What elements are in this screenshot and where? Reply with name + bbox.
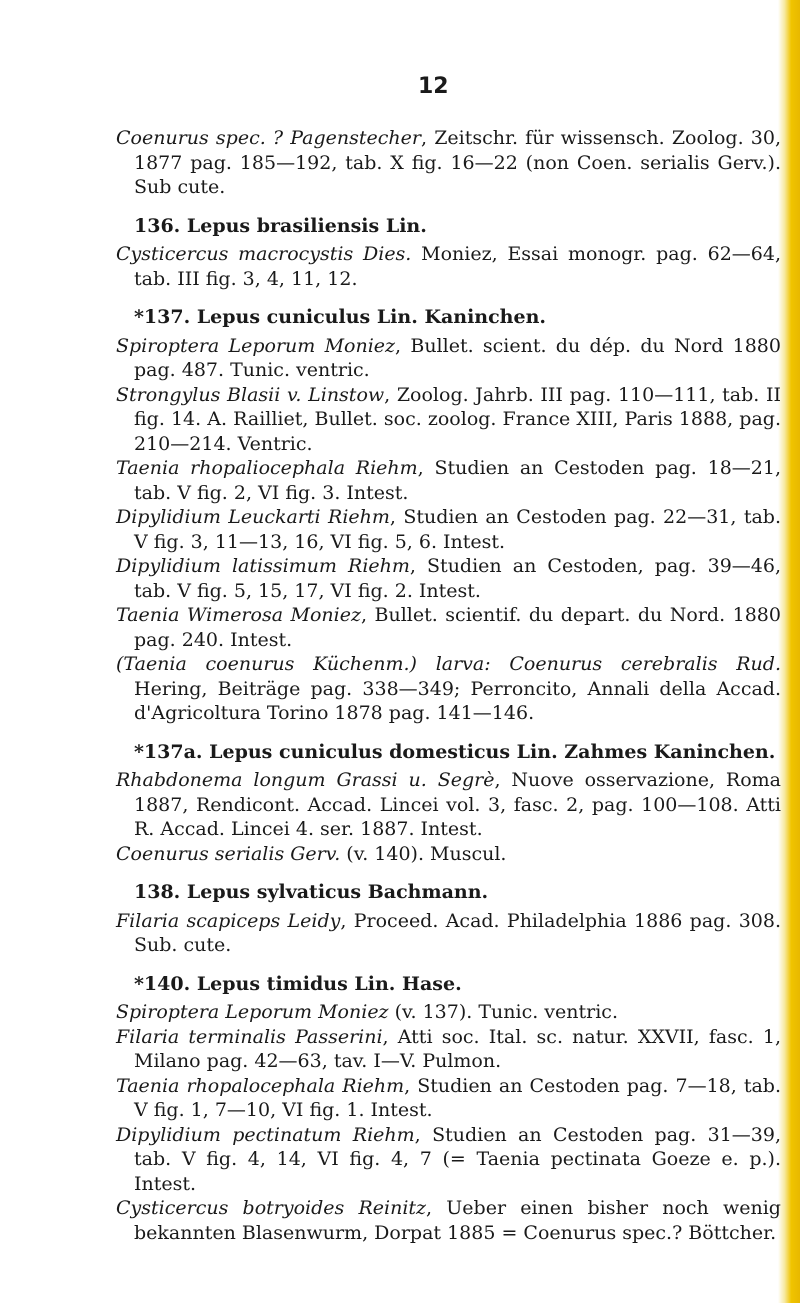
taxon-name: Coenurus serialis Gerv. (116, 842, 341, 865)
host-heading: 136. Lepus brasiliensis Lin. (134, 214, 427, 237)
parasite-entry (116, 456, 781, 505)
citation-text: (v. 140). Muscul. (340, 842, 507, 865)
host-heading: *137. Lepus cuniculus Lin. Kaninchen. (134, 306, 547, 328)
citation-text: Hering, Beiträge pag. 338—349; Perroncito, Annali della Accad. d'Agricoltura Torino 1878 pag. 141—146. (134, 677, 781, 724)
parasite-entry (116, 1123, 781, 1197)
taxon-name: Taenia Wimerosa Moniez (116, 604, 361, 626)
taxon-name: Cysticercus macrocystis Dies. (116, 243, 412, 265)
citation-text: , Zeitschr. für wissensch. Zoolog. 30, 1877 pag. 185—192, tab. X fig. 16—22 (non Coen. serialis Gerv.). Sub cute. (134, 127, 781, 198)
parasite-entry (116, 242, 781, 291)
citation-text: Moniez, Essai monogr. pag. 62—64, tab. III fig. 3, 4, 11, 12. (134, 243, 781, 290)
taxon-name: Filaria terminalis Passerini (116, 1025, 383, 1048)
host-heading: 138. Lepus sylvaticus Bachmann. (134, 881, 489, 903)
citation-text: , Zoolog. Jahrb. III pag. 110—111, tab. II fig. 14. A. Railliet, Bullet. soc. zoolog. France XIII, Paris 1888, pag. 210—214. Ventric. (134, 383, 781, 455)
citation-text: , Proceed. Acad. Philadelphia 1886 pag. 308. Sub. cute. (134, 909, 782, 956)
taxon-name: (Taenia coenurus Küchenm.) larva: Coenurus cerebralis Rud. (116, 653, 781, 675)
parasite-entry (116, 1000, 781, 1025)
parasite-entry (116, 842, 781, 867)
citation-text: , Studien an Cestoden, pag. 39—46, tab. V fig. 5, 15, 17, VI fig. 2. Intest. (134, 555, 781, 602)
parasite-entry (116, 1074, 781, 1123)
parasite-entry (116, 603, 781, 652)
taxon-name: Spiroptera Leporum Moniez (116, 1001, 389, 1023)
taxon-name: Taenia rhopaliocephala Riehm (116, 457, 418, 479)
taxon-name: Dipylidium Leuckarti Riehm (116, 506, 390, 528)
citation-text: , Bullet. scient. du dép. du Nord 1880 pag. 487. Tunic. ventric. (134, 334, 781, 381)
page-edge (778, 0, 800, 1303)
page-number: 12 (418, 74, 449, 99)
citation-text: , Studien an Cestoden pag. 22—31, tab. V fig. 3, 11—13, 16, VI fig. 5, 6. Intest. (134, 506, 782, 553)
citation-text: , Bullet. scientif. du depart. du Nord. 1880 pag. 240. Intest. (134, 604, 781, 651)
parasite-entry (116, 1025, 781, 1074)
taxon-name: Cysticercus botryoides Reinitz (116, 1197, 427, 1219)
citation-text: , Atti soc. Ital. sc. natur. XXVII, fasc. 1, Milano pag. 42—63, tav. I—V. Pulmon. (134, 1025, 781, 1072)
parasite-entry (116, 909, 781, 958)
citation-text: , Nuove osservazione, Roma 1887, Rendicont. Accad. Lincei vol. 3, fasc. 2, pag. 100—108. Atti R. Accad. Lincei 4. ser. 1887. Intest. (134, 769, 781, 840)
document-body (116, 126, 781, 1245)
parasite-entry (116, 334, 781, 383)
parasite-entry (116, 383, 781, 457)
host-heading: *140. Lepus timidus Lin. Hase. (134, 972, 462, 995)
citation-text: (v. 137). Tunic. ventric. (388, 1001, 618, 1023)
taxon-name: Rhabdonema longum Grassi u. Segrè (116, 769, 495, 791)
parasite-entry (116, 554, 781, 603)
host-heading: *137a. Lepus cuniculus domesticus Lin. Zahmes Kaninchen. (134, 740, 776, 763)
citation-text: , Ueber einen bisher noch wenig bekannten Blasenwurm, Dorpat 1885 = Coenurus spec.? Böttcher. (134, 1197, 781, 1244)
parasite-entry (116, 652, 781, 726)
taxon-name: Coenurus spec. ? Pagenstecher (116, 127, 421, 149)
parasite-entry (116, 1196, 781, 1245)
parasite-entry (116, 505, 781, 554)
parasite-entry (116, 126, 781, 200)
taxon-name: Strongylus Blasii v. Linstow (116, 383, 385, 406)
parasite-entry (116, 768, 781, 842)
taxon-name: Dipylidium latissimum Riehm (116, 555, 410, 577)
taxon-name: Filaria scapiceps Leidy (116, 909, 341, 932)
citation-text: , Studien an Cestoden pag. 18—21, tab. V fig. 2, VI fig. 3. Intest. (134, 457, 782, 504)
taxon-name: Taenia rhopalocephala Riehm (116, 1074, 405, 1097)
citation-text: , Studien an Cestoden pag. 31—39, tab. V fig. 4, 14, VI fig. 4, 7 (= Taenia pectinata Goeze e. p.). Intest. (134, 1123, 782, 1195)
taxon-name: Spiroptera Leporum Moniez (116, 334, 396, 357)
citation-text: , Studien an Cestoden pag. 7—18, tab. V fig. 1, 7—10, VI fig. 1. Intest. (134, 1074, 781, 1121)
taxon-name: Dipylidium pectinatum Riehm (116, 1123, 415, 1146)
